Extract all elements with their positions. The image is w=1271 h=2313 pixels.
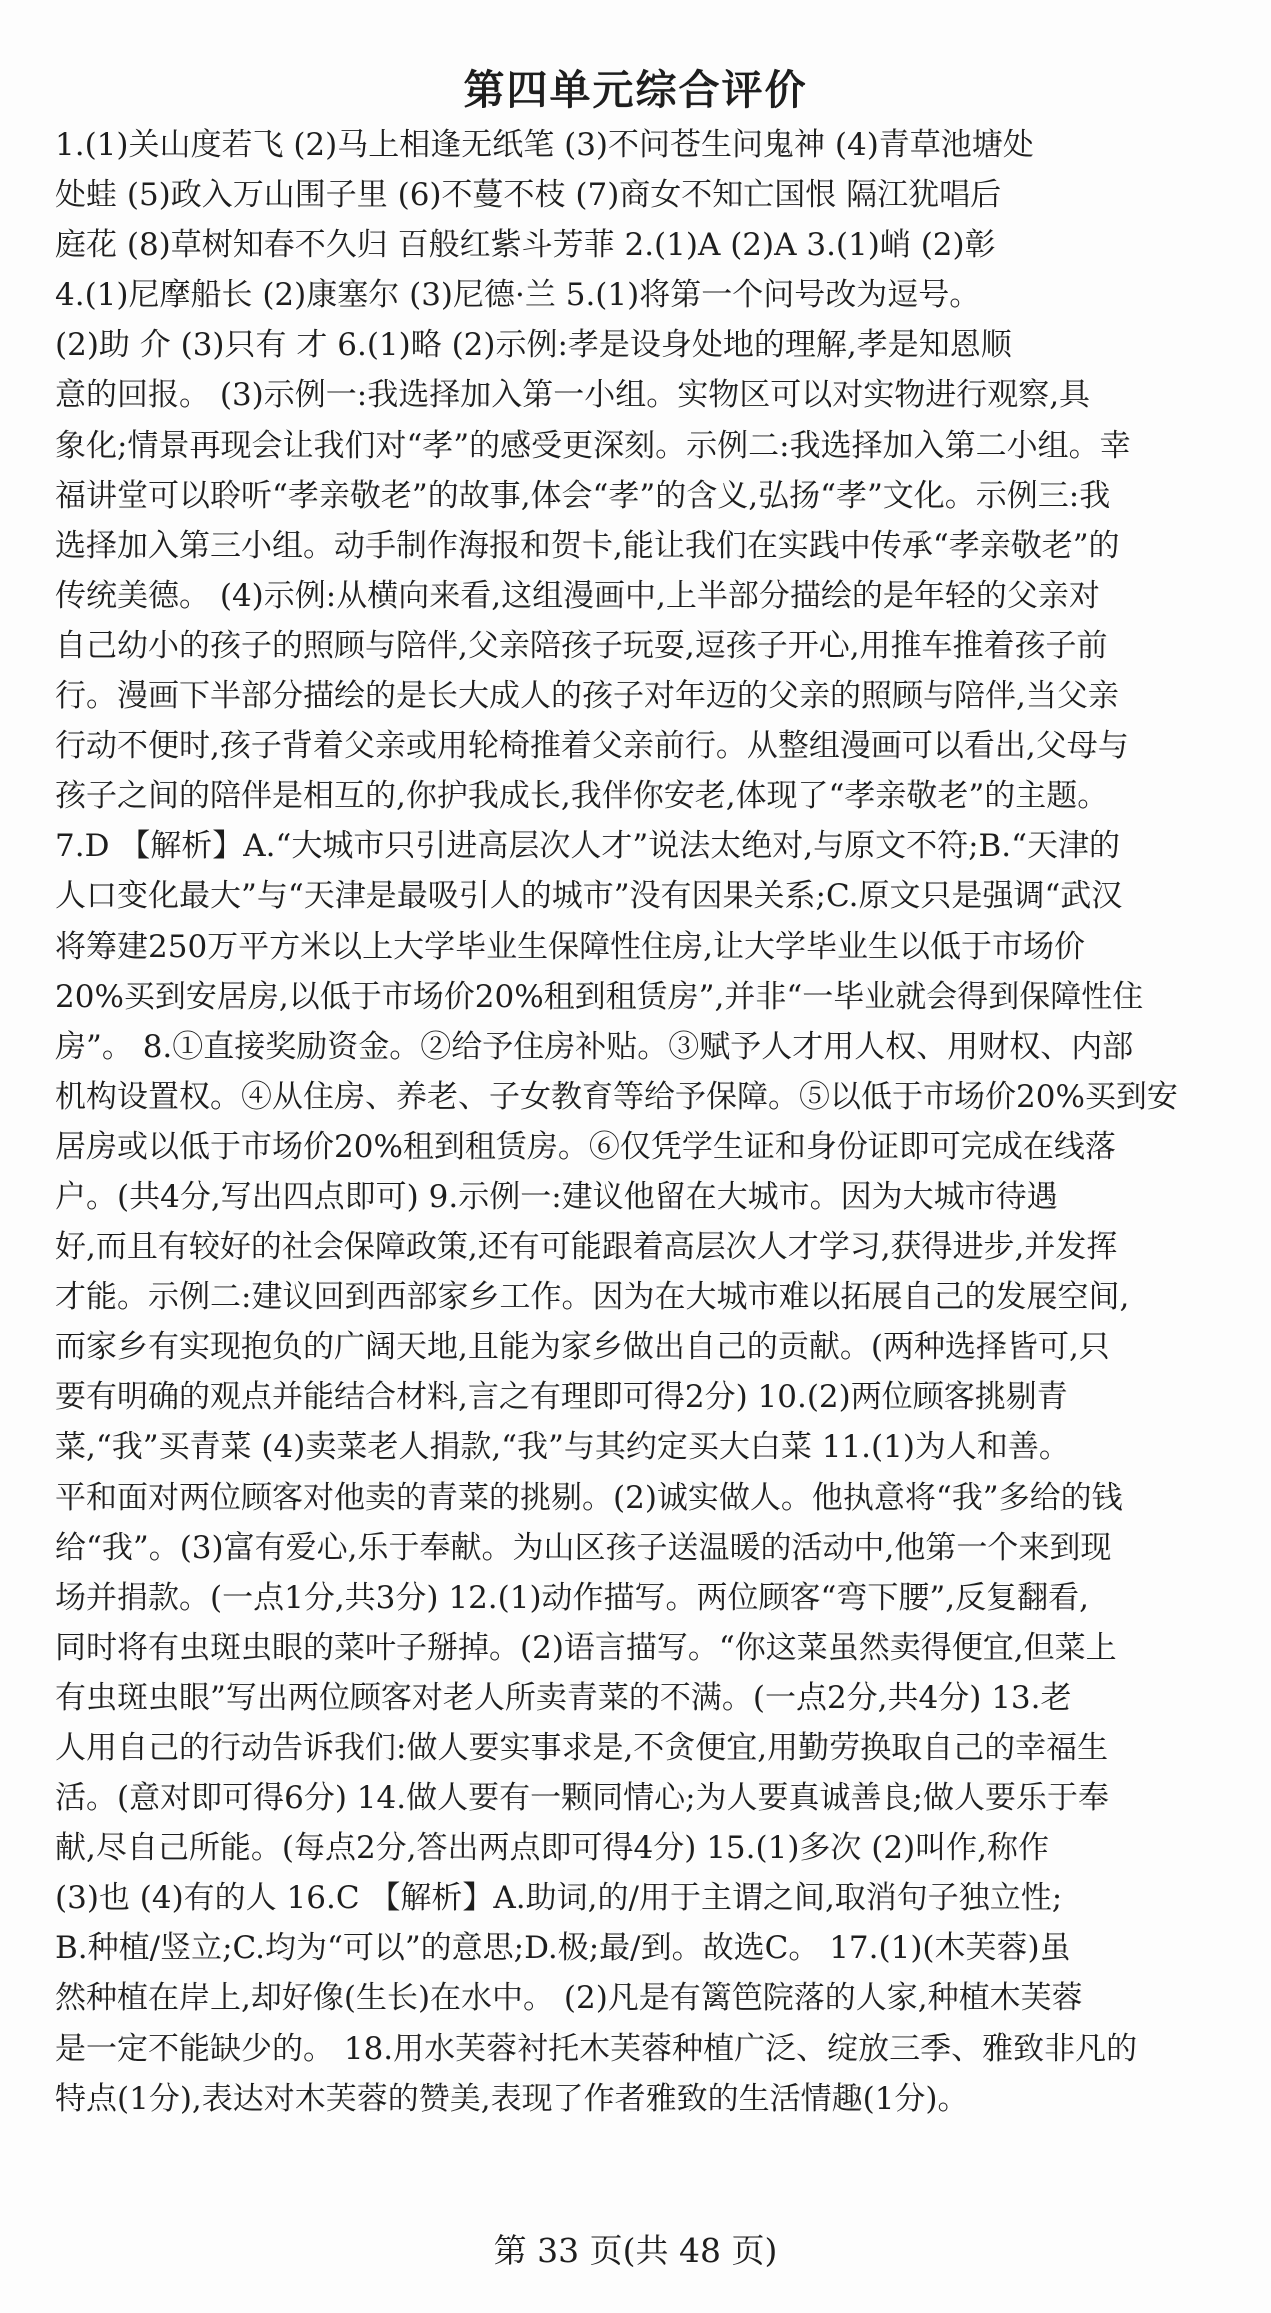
page-title: 第四单元综合评价: [463, 66, 808, 114]
answer-line: 而家乡有实现抱负的广阔天地,且能为家乡做出自己的贡献。(两种选择皆可,只: [55, 1329, 1110, 1366]
answer-line: 行动不便时,孩子背着父亲或用轮椅推着父亲前行。从整组漫画可以看出,父母与: [55, 728, 1129, 765]
answer-line: 7.D 【解析】A.“大城市只引进高层次人才”说法太绝对,与原文不符;B.“天津的: [55, 828, 1121, 865]
answer-line: 好,而且有较好的社会保障政策,还有可能跟着高层次人才学习,获得进步,并发挥: [55, 1229, 1118, 1266]
answer-line: 场并捐款。(一点1分,共3分) 12.(1)动作描写。两位顾客“弯下腰”,反复翻看,: [55, 1579, 1089, 1616]
answer-line: 同时将有虫斑虫眼的菜叶子掰掉。(2)语言描写。“你这菜虽然卖得便宜,但菜上: [55, 1629, 1117, 1666]
answer-line: 将筹建250万平方米以上大学毕业生保障性住房,让大学毕业生以低于市场价: [55, 928, 1086, 965]
answer-line: 意的回报。 (3)示例一:我选择加入第一小组。实物区可以对实物进行观察,具: [55, 377, 1091, 414]
answer-line: 是一定不能缺少的。 18.用水芙蓉衬托木芙蓉种植广泛、绽放三季、雅致非凡的: [55, 2030, 1138, 2067]
answer-line: 献,尽自己所能。(每点2分,答出两点即可得4分) 15.(1)多次 (2)叫作,称作: [55, 1830, 1050, 1867]
answer-body: [55, 120, 1217, 2124]
answer-line: 要有明确的观点并能结合材料,言之有理即可得2分) 10.(2)两位顾客挑剔青: [55, 1379, 1068, 1416]
answer-line: 自己幼小的孩子的照顾与陪伴,父亲陪孩子玩耍,逗孩子开心,用推车推着孩子前: [55, 627, 1108, 664]
answer-line: 特点(1分),表达对木芙蓉的赞美,表现了作者雅致的生活情趣(1分)。: [55, 2080, 969, 2117]
answer-line: 机构设置权。④从住房、养老、子女教育等给予保障。⑤以低于市场价20%买到安: [55, 1078, 1178, 1115]
page-number-footer: 第 33 页(共 48 页): [493, 2231, 778, 2270]
answer-line: (3)也 (4)有的人 16.C 【解析】A.助词,的/用于主谓之间,取消句子独立性;: [55, 1880, 1063, 1917]
answer-line: 传统美德。 (4)示例:从横向来看,这组漫画中,上半部分描绘的是年轻的父亲对: [55, 577, 1100, 614]
answer-line: 有虫斑虫眼”写出两位顾客对老人所卖青菜的不满。(一点2分,共4分) 13.老: [55, 1679, 1072, 1716]
answer-line: 菜,“我”买青菜 (4)卖菜老人捐款,“我”与其约定买大白菜 11.(1)为人和善。: [55, 1429, 1070, 1466]
answer-line: 然种植在岸上,却好像(生长)在水中。 (2)凡是有篱笆院落的人家,种植木芙蓉: [55, 1980, 1083, 2017]
answer-line: 人口变化最大”与“天津是最吸引人的城市”没有因果关系;C.原文只是强调“武汉: [55, 878, 1123, 915]
answer-line: 活。(意对即可得6分) 14.做人要有一颗同情心;为人要真诚善良;做人要乐于奉: [55, 1780, 1109, 1817]
answer-line: 4.(1)尼摩船长 (2)康塞尔 (3)尼德·兰 5.(1)将第一个问号改为逗号。: [55, 277, 981, 314]
answer-line: 20%买到安居房,以低于市场价20%租到租赁房”,并非“一毕业就会得到保障性住: [55, 978, 1144, 1015]
answer-line: 才能。示例二:建议回到西部家乡工作。因为在大城市难以拓展自己的发展空间,: [55, 1279, 1130, 1316]
answer-line: 平和面对两位顾客对他卖的青菜的挑剔。(2)诚实做人。他执意将“我”多给的钱: [55, 1479, 1123, 1516]
answer-line: 居房或以低于市场价20%租到租赁房。⑥仅凭学生证和身份证即可完成在线落: [55, 1128, 1116, 1165]
answer-line: 福讲堂可以聆听“孝亲敬老”的故事,体会“孝”的含义,弘扬“孝”文化。示例三:我: [55, 477, 1111, 514]
answer-line: 行。漫画下半部分描绘的是长大成人的孩子对年迈的父亲的照顾与陪伴,当父亲: [55, 678, 1119, 715]
answer-line: 给“我”。(3)富有爱心,乐于奉献。为山区孩子送温暖的活动中,他第一个来到现: [55, 1529, 1112, 1566]
answer-line: 房”。 8.①直接奖励资金。②给予住房补贴。③赋予人才用人权、用财权、内部: [55, 1028, 1134, 1065]
answer-line: B.种植/竖立;C.均为“可以”的意思;D.极;最/到。故选C。 17.(1)(木芙蓉)虽: [55, 1930, 1071, 1967]
answer-line: 户。(共4分,写出四点即可) 9.示例一:建议他留在大城市。因为大城市待遇: [55, 1178, 1058, 1215]
answer-line: 1.(1)关山度若飞 (2)马上相逢无纸笔 (3)不问苍生问鬼神 (4)青草池塘处: [55, 127, 1034, 163]
answer-line: 孩子之间的陪伴是相互的,你护我成长,我伴你安老,体现了“孝亲敬老”的主题。: [55, 778, 1109, 815]
answer-line: 人用自己的行动告诉我们:做人要实事求是,不贪便宜,用勤劳换取自己的幸福生: [55, 1730, 1109, 1766]
answer-line: 庭花 (8)草树知春不久归 百般红紫斗芳菲 2.(1)A (2)A 3.(1)峭 (2)彰: [55, 227, 996, 264]
answer-line: 处蛙 (5)政入万山围子里 (6)不蔓不枝 (7)商女不知亡国恨 隔江犹唱后: [55, 177, 1002, 214]
answer-line: 选择加入第三小组。动手制作海报和贺卡,能让我们在实践中传承“孝亲敬老”的: [55, 527, 1120, 564]
answer-line: (2)助 介 (3)只有 才 6.(1)略 (2)示例:孝是设身处地的理解,孝是知恩顺: [55, 327, 1012, 364]
answer-line: 象化;情景再现会让我们对“孝”的感受更深刻。示例二:我选择加入第二小组。幸: [55, 427, 1131, 464]
